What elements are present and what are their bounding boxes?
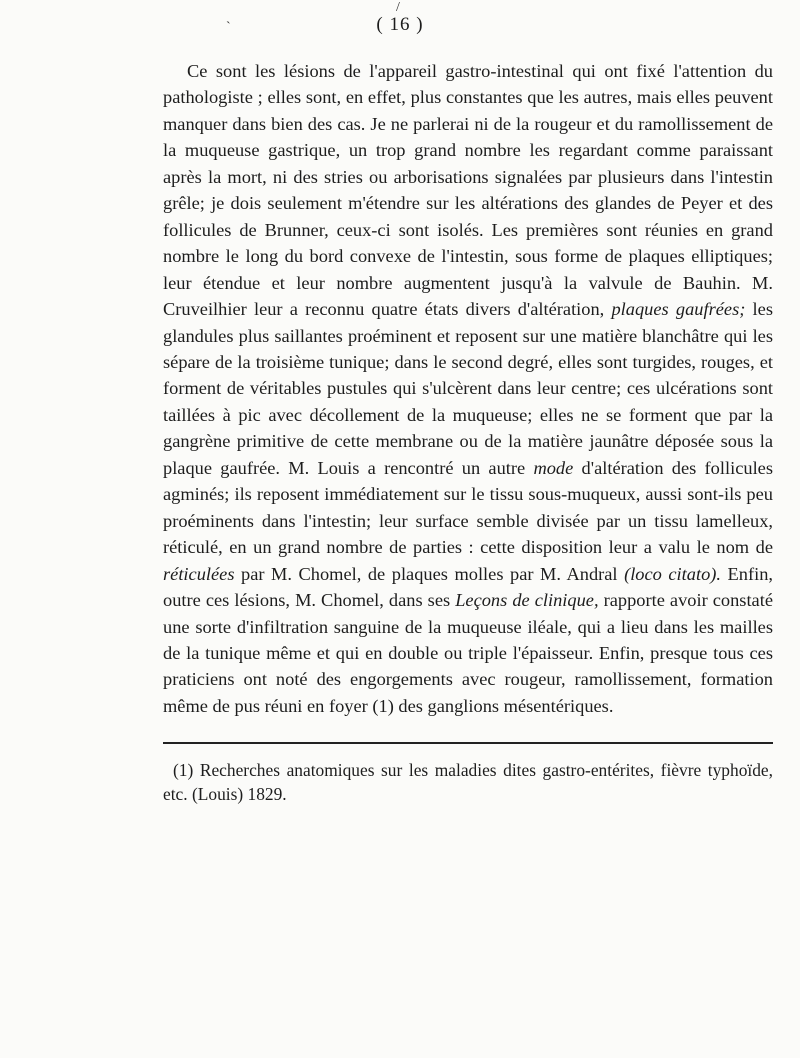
text-segment: d'altération des follicules agminés; ils reposent immédiatement sur le tissu sous-muqueux, aussi sont-ils peu proéminents dans l'intestin; leur surface semble divisée par un tissu lamelleux, réticulé, en un grand nombre de parties : cette disposition leur a valu le nom de — [163, 457, 773, 558]
text-segment: les glandules plus saillantes proéminent et reposent sur une matière blanchâtre qui les sépare de la troisième tunique; dans le second degré, elles sont turgides, rouges, et forment de véritables pustules qui s'ulcèrent dans leur centre; ces ulcérations sont taillées à pic avec décollement de la muqueuse; elles ne se forment que par la gangrène primitive de cette membrane ou de la matière jaunâtre déposée sous la plaque gaufrée. M. Louis a rencontré un autre — [163, 299, 773, 478]
italic-term-reticulees: réticulées — [163, 563, 235, 584]
italic-term-mode: mode — [533, 457, 574, 478]
text-segment: Enfin, outre ces lésions, M. Chomel, dans ses — [163, 563, 773, 611]
footnote — [163, 758, 773, 806]
text-segment: par M. Chomel, de plaques molles par M. Andral — [234, 563, 625, 584]
italic-title-lecons-de-clinique: Leçons de clinique, — [455, 590, 599, 611]
stray-mark-top: / — [396, 0, 400, 15]
footnote-text: (1) Recherches anatomiques sur les maladies dites gastro-entérites, fièvre typhoïde, etc. (Louis) 1829. — [163, 760, 773, 804]
italic-citation-loco-citato: (loco citato). — [624, 563, 721, 584]
text-segment: rapporte avoir constaté une sorte d'infiltration sanguine de la muqueuse iléale, qui a lieu dans les mailles de la tunique même et qui en double ou triple l'épaisseur. Enfin, presque tous ces praticiens ont noté des engorgements avec rougeur, ramollissement, formation même de pus réuni en foyer (1) des ganglions mésentériques. — [163, 590, 773, 716]
text-segment: Ce sont les lésions de l'appareil gastro-intestinal qui ont fixé l'attention du pathologiste ; elles sont, en effet, plus constantes que les autres, mais elles peuvent manquer dans bien des cas. Je ne parlerai ni de la rougeur et du ramollissement de la muqueuse gastrique, un trop grand nombre les regardant comme paraissant après la mort, ni des stries ou arborisations signalées par plusieurs dans l'intestin grêle; je dois seulement m'étendre sur les altérations des glandes de Peyer et des follicules de Brunner, ceux-ci sont isolés. Les premières sont réunies en grand nombre le long du bord convexe de l'intestin, sous forme de plaques elliptiques; leur étendue et leur nombre augmentent jusqu'à la valvule de Bauhin. M. Cruveilhier leur a reconnu quatre états divers d'altération, — [163, 61, 773, 320]
footnote-divider — [163, 742, 773, 744]
paragraph — [163, 58, 773, 719]
italic-term-plaques-gaufrees: plaques gaufrées; — [611, 299, 746, 320]
main-text — [163, 58, 773, 719]
page-number: ( 16 ) — [376, 14, 424, 35]
stray-mark-left: ` — [226, 20, 231, 35]
